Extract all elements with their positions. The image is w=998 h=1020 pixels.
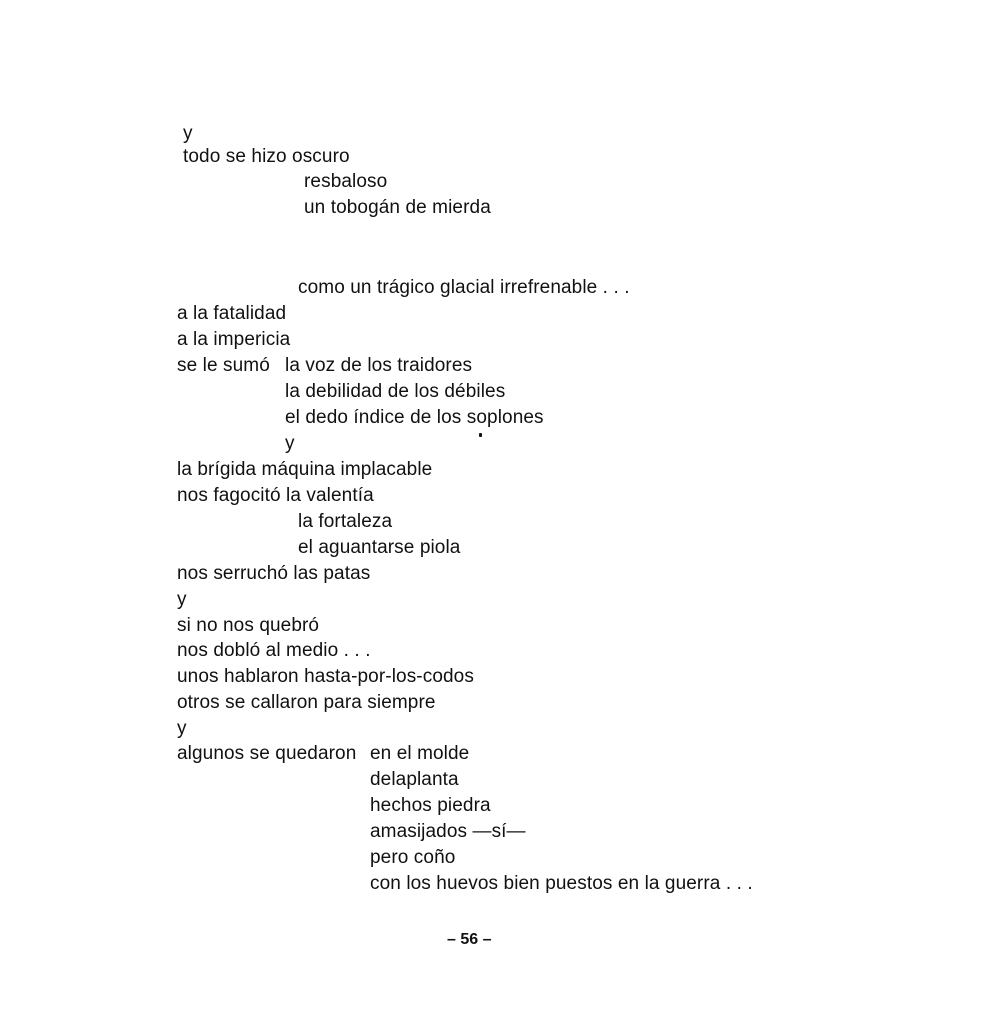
poem-line: el dedo índice de los soplones xyxy=(285,407,544,428)
poem-line: el aguantarse piola xyxy=(298,537,461,558)
poem-line: la voz de los traidores xyxy=(285,355,473,376)
poem-line: si no nos quebró xyxy=(177,615,320,636)
poem-line: con los huevos bien puestos en la guerra . . . xyxy=(370,873,753,894)
poem-line: y xyxy=(177,718,187,739)
page-number: – 56 – xyxy=(447,931,492,948)
poem-line: a la fatalidad xyxy=(177,303,287,324)
poem-line: resbaloso xyxy=(304,171,388,192)
poem-line: y xyxy=(177,589,187,610)
print-speck xyxy=(479,433,482,437)
poem-line: como un trágico glacial irrefrenable . . . xyxy=(298,277,630,298)
poem-line: delaplanta xyxy=(370,769,459,790)
poem-line: un tobogán de mierda xyxy=(304,197,491,218)
poem-line: y xyxy=(183,123,193,144)
poem-line: a la impericia xyxy=(177,329,291,350)
poem-line: la brígida máquina implacable xyxy=(177,459,433,480)
poem-line: nos dobló al medio . . . xyxy=(177,640,371,661)
poem-line: la debilidad de los débiles xyxy=(285,381,506,402)
poem-line: nos serruchó las patas xyxy=(177,563,371,584)
poem-line: hechos piedra xyxy=(370,795,491,816)
poem-line: algunos se quedaron xyxy=(177,743,357,764)
poem-line: unos hablaron hasta-por-los-codos xyxy=(177,666,474,687)
poem-line: otros se callaron para siempre xyxy=(177,692,436,713)
poem-line: en el molde xyxy=(370,743,470,764)
poem-line: amasijados —sí— xyxy=(370,821,526,842)
poem-line: nos fagocitó la valentía xyxy=(177,485,374,506)
poem-line: todo se hizo oscuro xyxy=(183,146,350,167)
poem-line: la fortaleza xyxy=(298,511,393,532)
poem-line: se le sumó xyxy=(177,355,270,376)
poem-line: pero coño xyxy=(370,847,456,868)
poem-line: y xyxy=(285,433,295,454)
